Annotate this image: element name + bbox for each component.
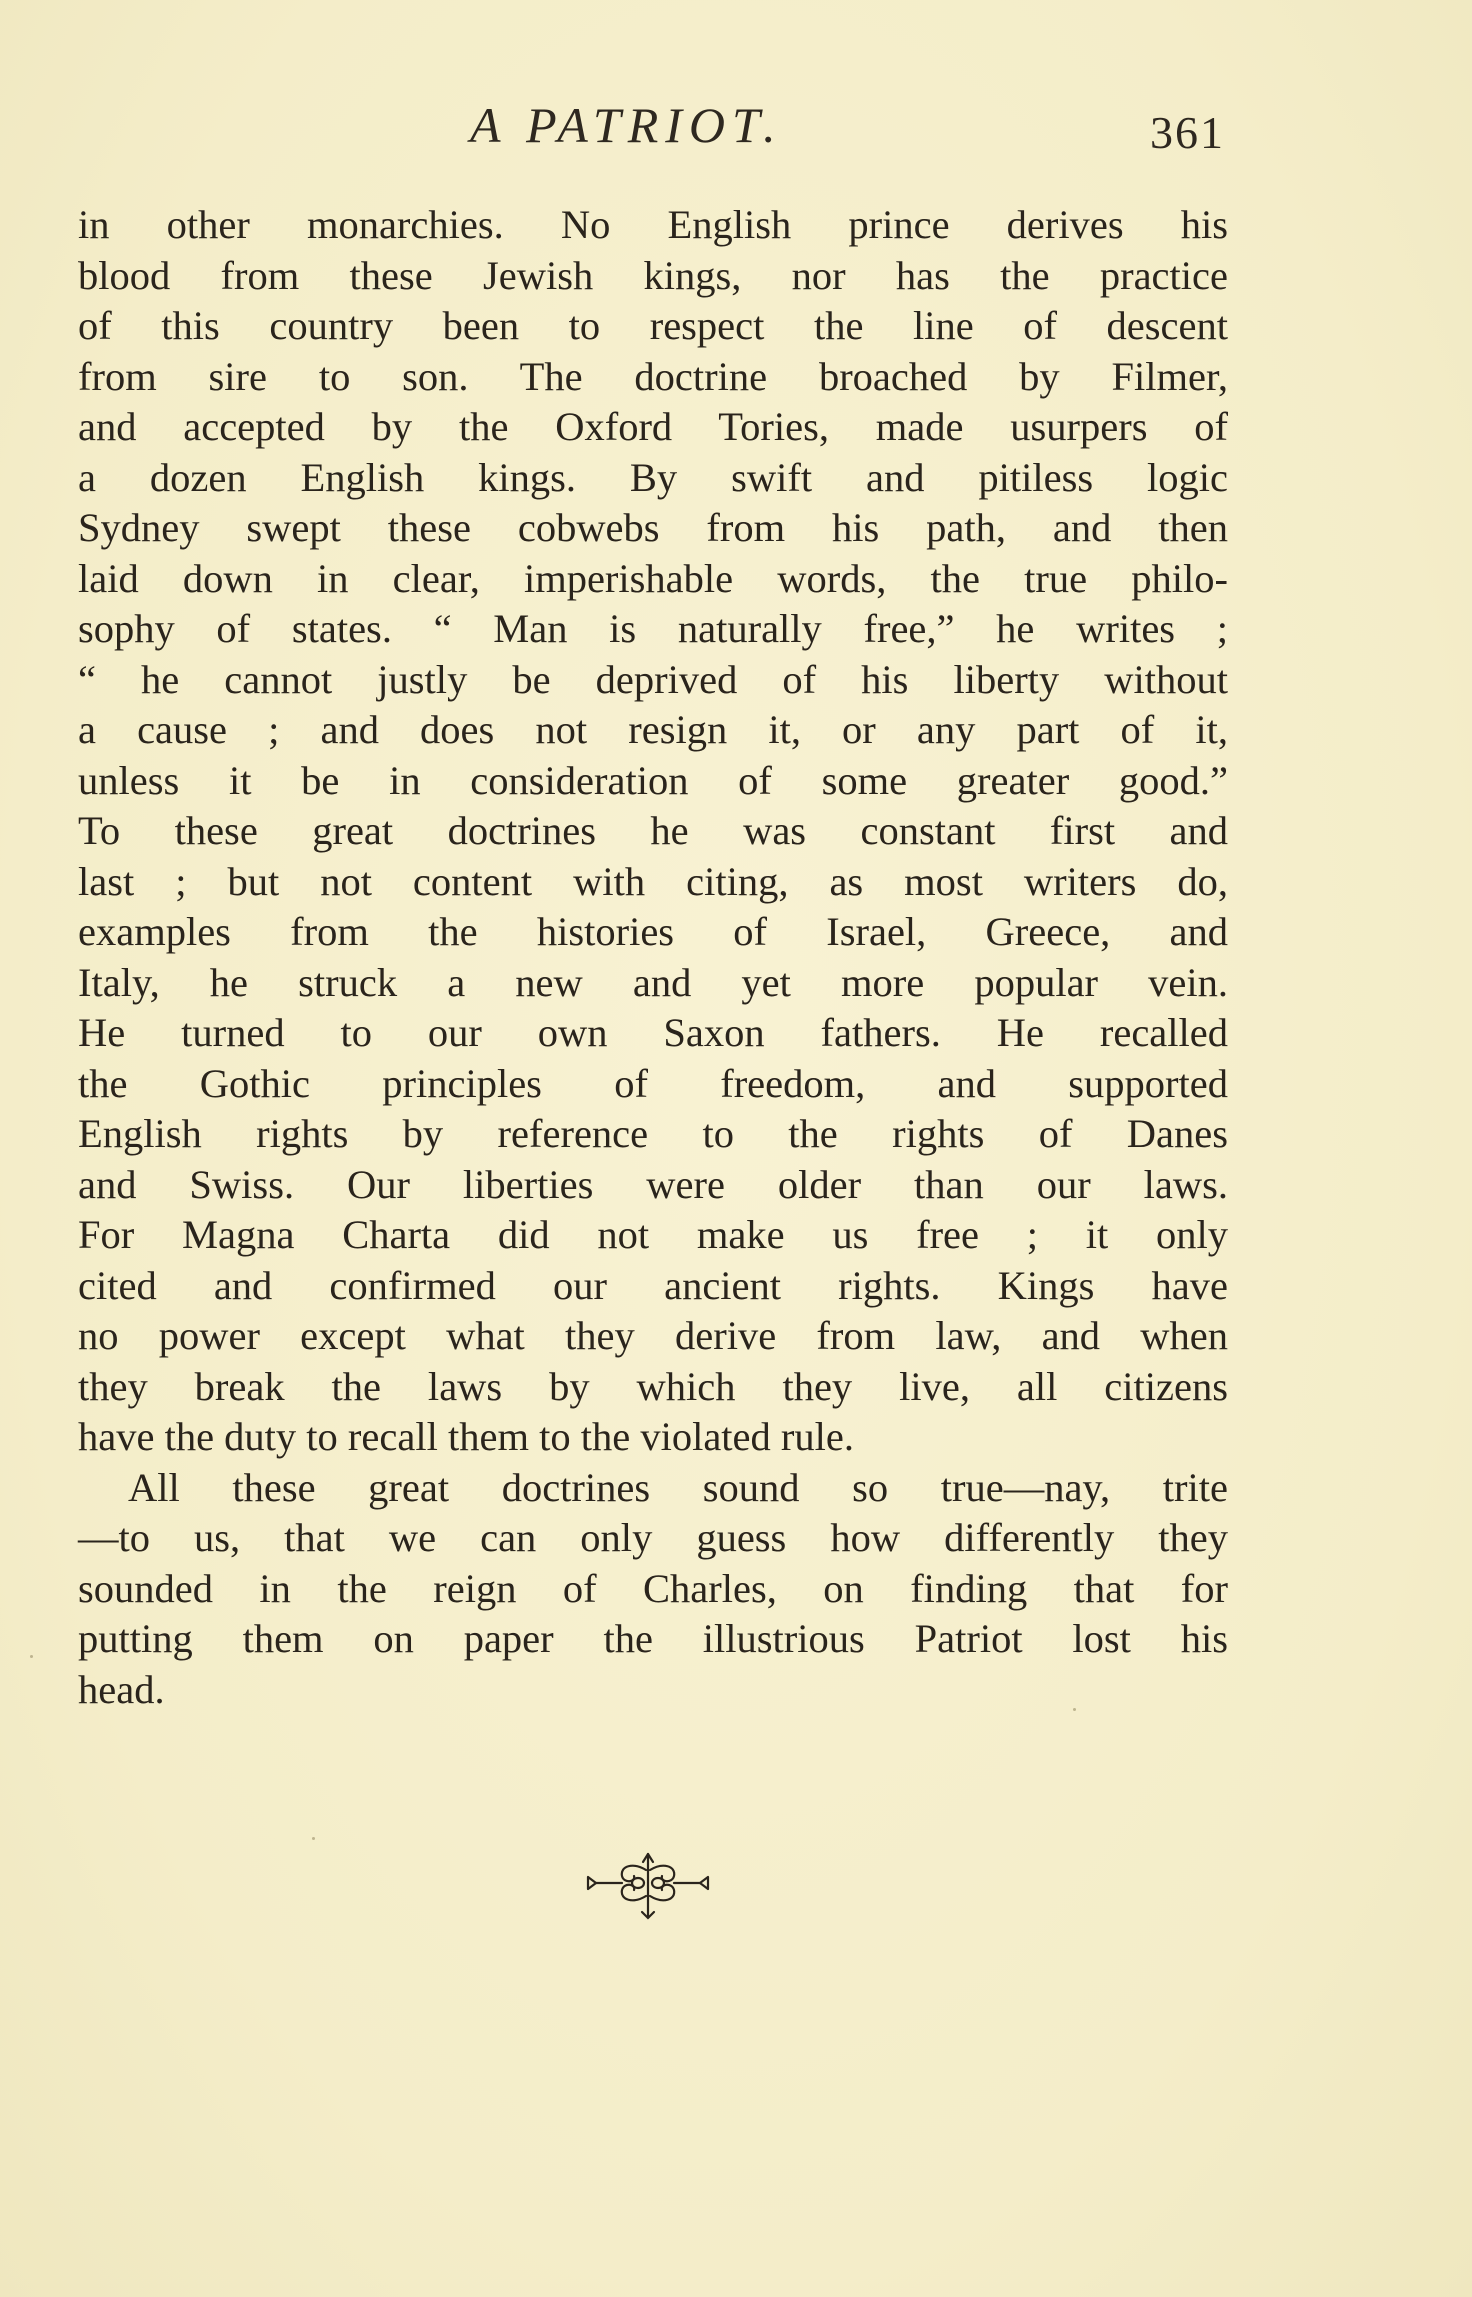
text-line: laid down in clear, imperishable words, the true philo- [78, 555, 1228, 601]
text-line: sophy of states. “ Man is naturally free,” he writes ; [78, 606, 1228, 651]
text-line: blood from these Jewish kings, nor has the practice [78, 252, 1228, 298]
text-line: and accepted by the Oxford Tories, made usurpers of [78, 404, 1228, 449]
text-line: from sire to son. The doctrine broached by Filmer, [78, 353, 1228, 399]
paper-speck [1073, 1708, 1076, 1711]
text-line: He turned to our own Saxon fathers. He recalled [78, 1010, 1228, 1055]
text-line: and Swiss. Our liberties were older than our laws. [78, 1161, 1228, 1207]
text-line: Italy, he struck a new and yet more popular vein. [78, 959, 1228, 1005]
text-line: have the duty to recall them to the violated rule. [78, 1414, 854, 1459]
text-line: All these great doctrines sound so true—nay, trite [128, 1464, 1228, 1510]
page-number: 361 [1150, 107, 1225, 158]
text-line: putting them on paper the illustrious Patriot lost his [78, 1616, 1228, 1661]
text-line: head. [78, 1666, 165, 1712]
text-line: last ; but not content with citing, as most writers do, [78, 858, 1228, 904]
text-line: of this country been to respect the line of descent [78, 303, 1228, 348]
paper-speck [312, 1837, 315, 1840]
text-line: Sydney swept these cobwebs from his path, and then [78, 505, 1228, 550]
text-line: —to us, that we can only guess how differently they [78, 1515, 1228, 1560]
text-line: no power except what they derive from law, and when [78, 1313, 1228, 1358]
text-line: examples from the histories of Israel, Greece, and [78, 909, 1228, 954]
text-line: To these great doctrines he was constant first and [78, 808, 1228, 853]
text-line: unless it be in consideration of some greater good.” [78, 757, 1228, 803]
text-line: a dozen English kings. By swift and pitiless logic [78, 454, 1228, 500]
fleuron-ornament-icon [578, 1850, 718, 1920]
text-line: the Gothic principles of freedom, and supported [78, 1060, 1228, 1106]
running-head [0, 96, 1472, 166]
text-line: For Magna Charta did not make us free ; it only [78, 1212, 1228, 1257]
text-line: sounded in the reign of Charles, on finding that for [78, 1565, 1228, 1611]
text-line: cited and confirmed our ancient rights. Kings have [78, 1262, 1228, 1308]
paper-speck [30, 1655, 33, 1658]
text-line: a cause ; and does not resign it, or any part of it, [78, 707, 1228, 752]
text-line: in other monarchies. No English prince derives his [78, 202, 1228, 247]
text-line: they break the laws by which they live, all citizens [78, 1363, 1228, 1409]
body-text [78, 200, 1228, 1715]
running-title: A PATRIOT. [470, 97, 783, 153]
text-line: “ he cannot justly be deprived of his liberty without [78, 656, 1228, 702]
text-line: English rights by reference to the rights of Danes [78, 1111, 1228, 1156]
